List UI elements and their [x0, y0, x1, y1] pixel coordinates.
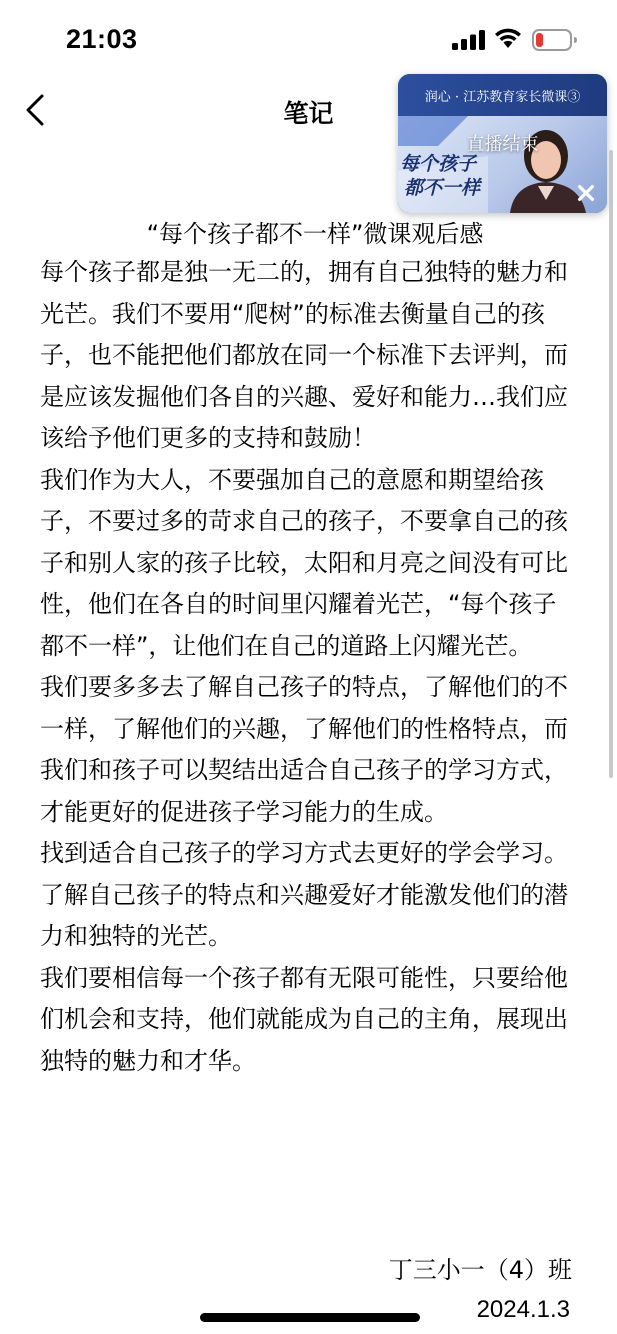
- wifi-icon: [494, 27, 522, 49]
- live-header: 润心 · 江苏教育家长微课③: [398, 74, 607, 116]
- note-paragraph: 我们要相信每一个孩子都有无限可能性，只要给他们机会和支持，他们就能成为自己的主角，展现出独特的魅力和才华。: [40, 963, 568, 1075]
- status-time: 21:03: [66, 24, 138, 54]
- note-paragraph: 了解自己孩子的特点和兴趣爱好才能激发他们的潜力和独特的光芒。: [40, 880, 568, 950]
- note-title: “每个孩子都不一样”微课观后感: [146, 220, 484, 248]
- live-stream-window[interactable]: [398, 74, 607, 213]
- note-date: 2024.1.3: [476, 1296, 570, 1323]
- page-title: 笔记: [283, 99, 334, 128]
- live-poster-text-line2: 都不一样: [404, 177, 481, 199]
- close-icon[interactable]: [575, 182, 597, 204]
- note-paragraph: 我们要多多去了解自己孩子的特点，了解他们的不一样，了解他们的兴趣，了解他们的性格特点，而我们和孩子可以契结出适合自己孩子的学习方式，才能更好的促进孩子学习能力的生成。: [40, 673, 568, 826]
- battery-icon: [532, 29, 578, 51]
- note-content: [40, 216, 580, 1082]
- home-indicator[interactable]: [200, 1313, 420, 1322]
- live-poster-text-line1: 每个孩子: [400, 153, 477, 175]
- note-signature: 丁三小一（4）班: [388, 1256, 572, 1284]
- signal-icon: [452, 30, 486, 50]
- note-paragraph: 找到适合自己孩子的学习方式去更好的学会学习。: [40, 839, 568, 867]
- scrollbar[interactable]: [609, 150, 613, 778]
- live-poster-text: [400, 152, 480, 200]
- live-status: 直播结束: [466, 134, 539, 155]
- status-bar: [0, 0, 617, 80]
- note-paragraph: 我们作为大人，不要强加自己的意愿和期望给孩子，不要过多的苛求自己的孩子，不要拿自己的孩子和别人家的孩子比较，太阳和月亮之间没有可比性，他们在各自的时间里闪耀着光芒，“每个孩子都不一样”，让他们在自己的道路上闪耀光芒。: [40, 465, 568, 660]
- note-paragraph: 每个孩子都是独一无二的，拥有自己独特的魅力和光芒。我们不要用“爬树”的标准去衡量自己的孩子，也不能把他们都放在同一个标准下去评判，而是应该发掘他们各自的兴趣、爱好和能力…我们应该给予他们更多的支持和鼓励！: [40, 258, 568, 452]
